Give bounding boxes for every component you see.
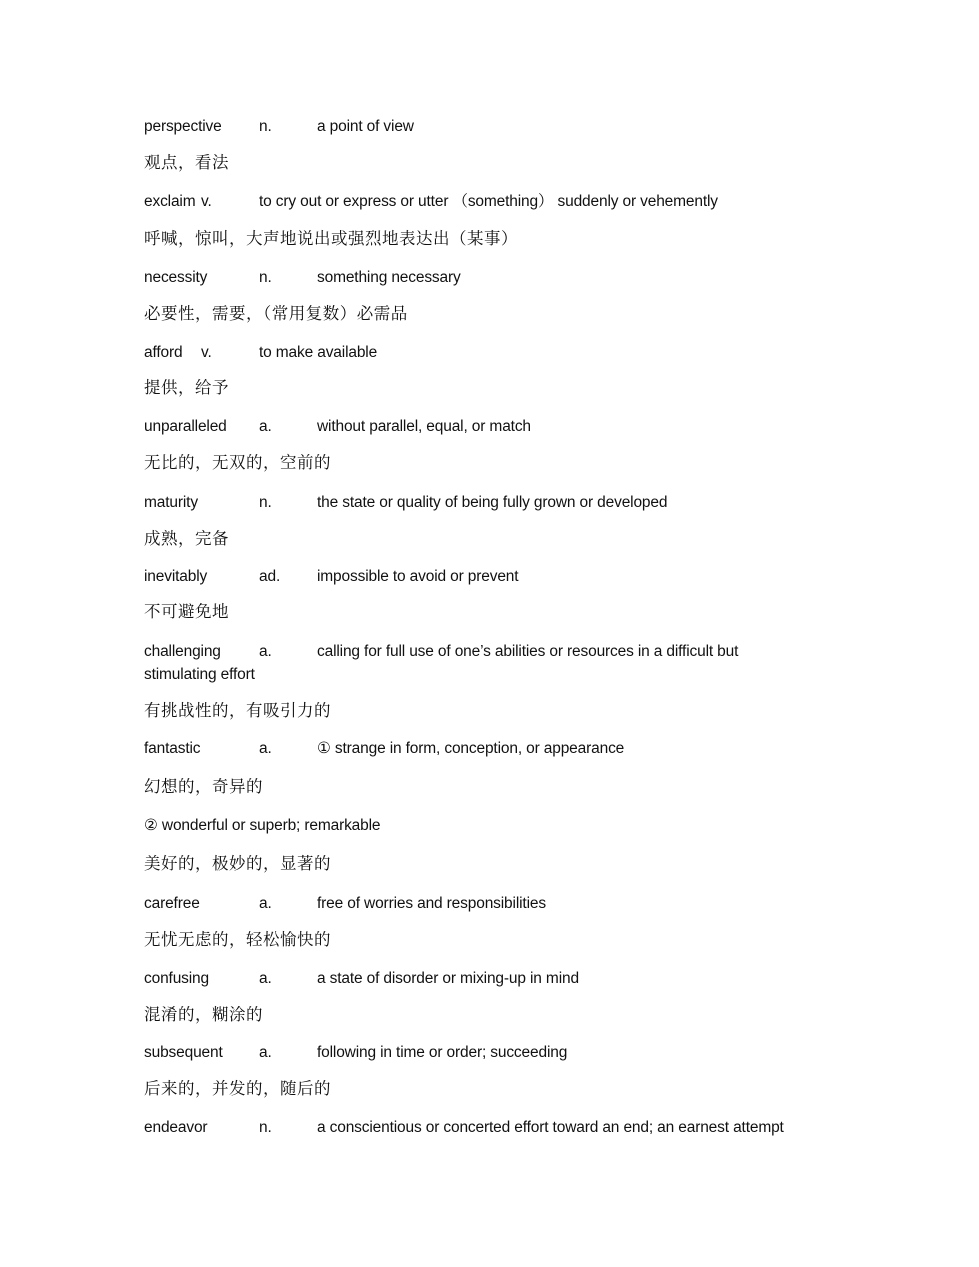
entry-definition: calling for full use of one’s abilities or resources in a difficult but [317,643,739,660]
entry-definition: following in time or order; succeeding [317,1044,568,1061]
entry-translation: 提供，给予 [144,378,229,397]
entry-translation: 后来的，并发的，随后的 [144,1079,331,1098]
entry-definition: the state or quality of being fully grown or developed [317,494,668,511]
entry-translation: 必要性，需要，（常用复数）必需品 [144,304,408,323]
entry-word: perspective [144,118,222,135]
entry-word: endeavor [144,1119,208,1136]
entry-part-of-speech: a. [259,740,272,757]
entry-word: challenging [144,643,221,660]
entry-definition-second-sense: ② wonderful or superb; remarkable [144,817,381,834]
entry-definition: impossible to avoid or prevent [317,568,519,585]
entry-definition: to cry out or express or utter （something） suddenly or vehemently [259,193,718,210]
entry-definition: a point of view [317,118,414,135]
entry-definition: something necessary [317,269,461,286]
entry-word: unparalleled [144,418,227,435]
entry-word: maturity [144,494,198,511]
entry-definition: a conscientious or concerted effort toward an end; an earnest attempt [317,1119,784,1136]
entry-definition: ① strange in form, conception, or appearance [317,740,625,757]
entry-definition: without parallel, equal, or match [317,418,531,435]
entry-definition-continued: stimulating effort [144,666,255,683]
entry-translation: 幻想的，奇异的 [144,777,263,796]
entry-word: confusing [144,970,210,987]
entry-part-of-speech: a. [259,970,272,987]
entry-part-of-speech: n. [259,1119,272,1136]
entry-part-of-speech: v. [201,344,212,361]
entry-translation: 成熟，完备 [144,529,229,548]
entry-translation: 呼喊，惊叫，大声地说出或强烈地表达出（某事） [144,229,518,248]
entry-translation-second-sense: 美好的，极妙的，显著的 [144,854,331,873]
entry-word: afford [144,344,183,361]
entry-part-of-speech: a. [259,643,272,660]
entry-definition: to make available [259,344,378,361]
entry-translation: 观点，看法 [144,153,229,172]
entry-word: inevitably [144,568,208,585]
entry-definition: a state of disorder or mixing-up in mind [317,970,579,987]
entry-translation: 无比的，无双的，空前的 [144,453,331,472]
entry-part-of-speech: a. [259,1044,272,1061]
entry-translation: 混淆的，糊涂的 [144,1005,263,1024]
entry-part-of-speech: n. [259,494,272,511]
entry-part-of-speech: a. [259,895,272,912]
entry-word: necessity [144,269,208,286]
entry-part-of-speech: n. [259,118,272,135]
entry-word: subsequent [144,1044,223,1061]
entry-translation: 不可避免地 [144,602,229,621]
entry-translation: 无忧无虑的，轻松愉快的 [144,930,331,949]
entry-part-of-speech: a. [259,418,272,435]
entry-part-of-speech: n. [259,269,272,286]
entry-translation: 有挑战性的，有吸引力的 [144,701,331,720]
entry-word: carefree [144,895,200,912]
entry-word: exclaim [144,193,196,210]
entry-word: fantastic [144,740,201,757]
entry-definition: free of worries and responsibilities [317,895,546,912]
entry-part-of-speech: ad. [259,568,281,585]
entry-part-of-speech: v. [201,193,212,210]
